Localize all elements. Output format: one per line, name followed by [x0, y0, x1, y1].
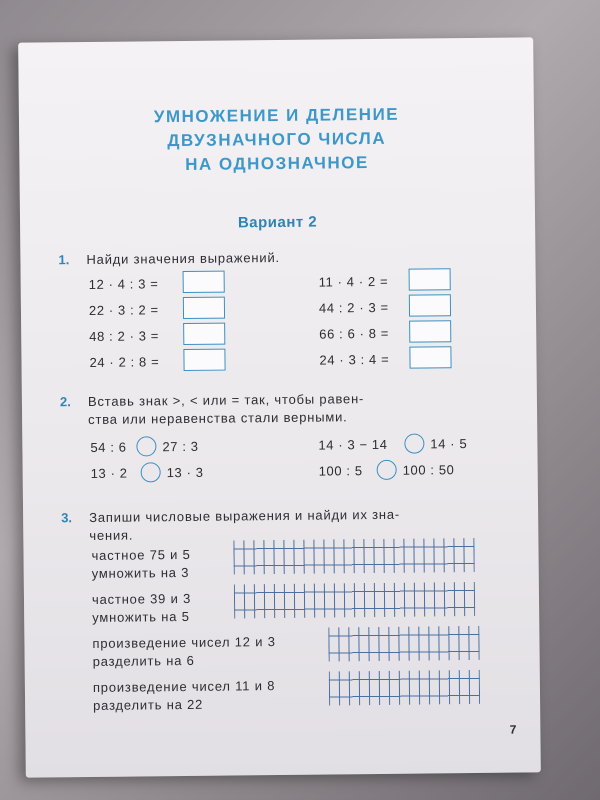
answer-box[interactable]: [183, 349, 225, 371]
answer-grid[interactable]: [329, 670, 480, 706]
task3-item-line: разделить на 6: [92, 652, 195, 669]
task1-left-expr-1: 12 · 4 : 3 =: [88, 276, 159, 292]
answer-grid[interactable]: [328, 626, 479, 662]
task3-item-line: умножить на 3: [91, 564, 190, 581]
task2-expr: 14 · 5: [430, 436, 468, 452]
task2-expr: 27 : 3: [162, 438, 199, 455]
task1-text: Найди значения выражений.: [86, 249, 280, 268]
answer-box[interactable]: [409, 294, 451, 316]
sign-circle[interactable]: [377, 460, 397, 480]
answer-box[interactable]: [409, 346, 451, 368]
task1-left-expr-4: 24 · 2 : 8 =: [89, 354, 160, 370]
sign-circle[interactable]: [136, 436, 156, 456]
sign-circle[interactable]: [141, 462, 161, 482]
task1-right-expr-2: 44 : 2 · 3 =: [318, 299, 389, 316]
task2-expr: 14 · 3 − 14: [318, 436, 388, 453]
task1-right-expr-3: 66 : 6 · 8 =: [319, 325, 390, 342]
page-title: [19, 101, 535, 178]
title-line-3: НА ОДНОЗНАЧНОЕ: [185, 153, 369, 174]
task3-item-line: частное 75 и 5: [91, 546, 191, 563]
task2-expr: 13 · 3: [166, 464, 204, 481]
answer-box[interactable]: [183, 297, 225, 319]
task2-expr: 54 : 6: [90, 439, 127, 455]
task1-left-expr-3: 48 : 2 · 3 =: [89, 328, 160, 344]
page-number: 7: [509, 722, 517, 737]
answer-grid[interactable]: [233, 538, 474, 575]
answer-grid[interactable]: [234, 582, 475, 619]
title-line-1: УМНОЖЕНИЕ И ДЕЛЕНИЕ: [153, 104, 400, 127]
task3-item-line: частное 39 и 3: [91, 590, 192, 607]
task3-number: 3.: [61, 510, 73, 526]
task2-expr: 13 · 2: [90, 465, 128, 481]
title-line-2: ДВУЗНАЧНОГО ЧИСЛА: [167, 128, 387, 151]
task2-text-line-2: ства или неравенства стали верными.: [88, 409, 348, 428]
task3-item-line: умножить на 5: [92, 608, 190, 625]
task3-item-line: произведение чисел 12 и 3: [92, 634, 276, 651]
task2-expr: 100 : 50: [402, 462, 455, 478]
task1-left-expr-2: 22 · 3 : 2 =: [88, 302, 159, 318]
answer-box[interactable]: [409, 320, 451, 342]
task1-right-expr-1: 11 · 4 · 2 =: [318, 273, 389, 290]
answer-box[interactable]: [183, 323, 225, 345]
answer-box[interactable]: [409, 268, 451, 290]
task2-number: 2.: [59, 394, 71, 410]
task3-text-line-2: чения.: [89, 527, 134, 543]
task1-right-expr-4: 24 · 3 : 4 =: [319, 351, 390, 368]
workbook-page: [18, 37, 541, 777]
task2-text-line-1: Вставь знак >, < или = так, чтобы равен-: [87, 391, 365, 410]
task2-expr: 100 : 5: [318, 463, 363, 479]
answer-box[interactable]: [183, 271, 225, 293]
sign-circle[interactable]: [404, 433, 424, 453]
task1-number: 1.: [58, 252, 70, 268]
variant-heading: Вариант 2: [237, 213, 318, 232]
task3-item-line: разделить на 22: [93, 696, 204, 713]
task3-text-line-1: Запиши числовые выражения и найди их зна-: [89, 506, 401, 525]
task3-item-line: произведение чисел 11 и 8: [92, 678, 276, 695]
